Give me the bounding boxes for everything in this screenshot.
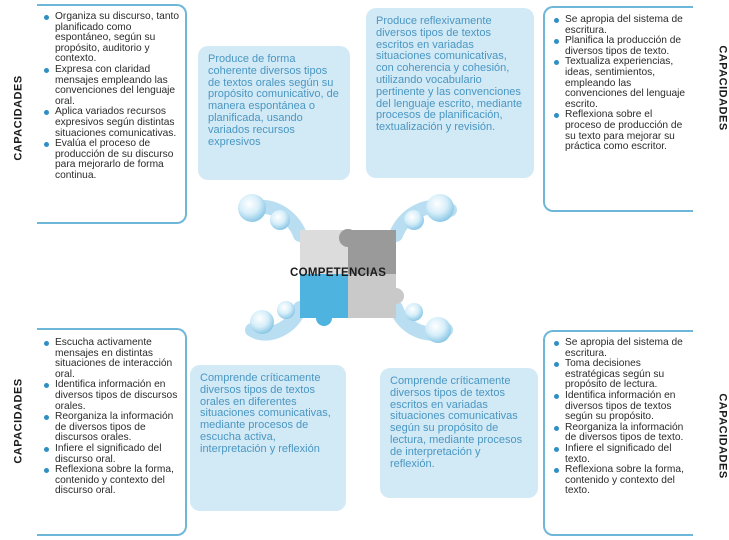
bubble xyxy=(404,210,424,230)
list-item: Escucha activamente mensajes en distintas situaciones de interacción oral. xyxy=(41,338,181,380)
puzzle-knob xyxy=(339,229,357,247)
bubble xyxy=(277,301,295,319)
list-item: Reorganiza la información de diversos tipos de discursos orales. xyxy=(41,412,181,444)
capacidades-label-left-top: CAPACIDADES xyxy=(12,75,25,161)
bubble xyxy=(425,317,451,343)
capacities-list-top-left xyxy=(37,4,187,224)
capacities-list-bottom-left xyxy=(37,328,187,536)
list-item: Infiere el significado del texto. xyxy=(551,444,689,465)
bubble xyxy=(238,194,266,222)
list-item: Infiere el significado del discurso oral. xyxy=(41,444,181,465)
capacidades-label-left-bottom: CAPACIDADES xyxy=(12,378,25,464)
list-item: Planifica la producción de diversos tipos de texto. xyxy=(551,36,689,57)
center-title: COMPETENCIAS xyxy=(290,267,387,279)
puzzle-knob xyxy=(316,310,332,326)
bubble xyxy=(426,194,454,222)
competency-box-bottom-right: Comprende críticamente diversos tipos de textos escritos en variadas situaciones comunicativas según su propósito de lectura, mediante procesos de interpretación y reflexión. xyxy=(380,368,538,498)
list-item: Se apropia del sistema de escritura. xyxy=(551,338,689,359)
list-item: Reflexiona sobre el proceso de producción de su texto para mejorar su práctica como escritor. xyxy=(551,110,689,152)
puzzle-knob xyxy=(388,288,404,304)
list-item: Identifica información en diversos tipos de discursos orales. xyxy=(41,380,181,412)
competency-box-bottom-left: Comprende críticamente diversos tipos de textos orales en diferentes situaciones comunicativas, mediante procesos de escucha activa, interpretación y reflexión xyxy=(190,365,346,511)
bubble xyxy=(250,310,274,334)
bubble xyxy=(405,303,423,321)
list-item: Identifica información en diversos tipos de textos según su propósito. xyxy=(551,391,689,423)
capacidades-label-right-top: CAPACIDADES xyxy=(716,45,729,131)
list-item: Aplica variados recursos expresivos según distintas situaciones comunicativas. xyxy=(41,107,181,139)
list-item: Reflexiona sobre la forma, contenido y contexto del texto. xyxy=(551,465,689,497)
capacidades-label-right-bottom: CAPACIDADES xyxy=(716,393,729,479)
capacities-list-bottom-right xyxy=(543,330,693,536)
list-item: Evalúa el proceso de producción de su discurso para mejorarlo de forma continua. xyxy=(41,139,181,181)
list-item: Reflexiona sobre la forma, contenido y contexto del discurso oral. xyxy=(41,465,181,497)
competency-box-top-left: Produce de forma coherente diversos tipos de textos orales según su propósito comunicativo, de manera espontánea o planificada, usando variados recursos expresivos xyxy=(198,46,350,180)
list-item: Organiza su discurso, tanto planificado como espontáneo, según su propósito, auditorio y contexto. xyxy=(41,12,181,65)
capacities-list-top-right xyxy=(543,6,693,212)
list-item: Expresa con claridad mensajes empleando las convenciones del lenguaje oral. xyxy=(41,65,181,107)
list-item: Reorganiza la información de diversos tipos de texto. xyxy=(551,423,689,444)
bubble xyxy=(270,210,290,230)
competency-box-top-right: Produce reflexivamente diversos tipos de textos escritos en variadas situaciones comunicativas, con coherencia y cohesión, utilizando vocabulario pertinente y las convenciones del lenguaje escrito, mediante procesos de planificación, textualización y revisión. xyxy=(366,8,534,178)
list-item: Textualiza experiencias, ideas, sentimientos, empleando las convenciones del lenguaje escrito. xyxy=(551,57,689,110)
list-item: Se apropia del sistema de escritura. xyxy=(551,15,689,36)
list-item: Toma decisiones estratégicas según su propósito de lectura. xyxy=(551,359,689,391)
